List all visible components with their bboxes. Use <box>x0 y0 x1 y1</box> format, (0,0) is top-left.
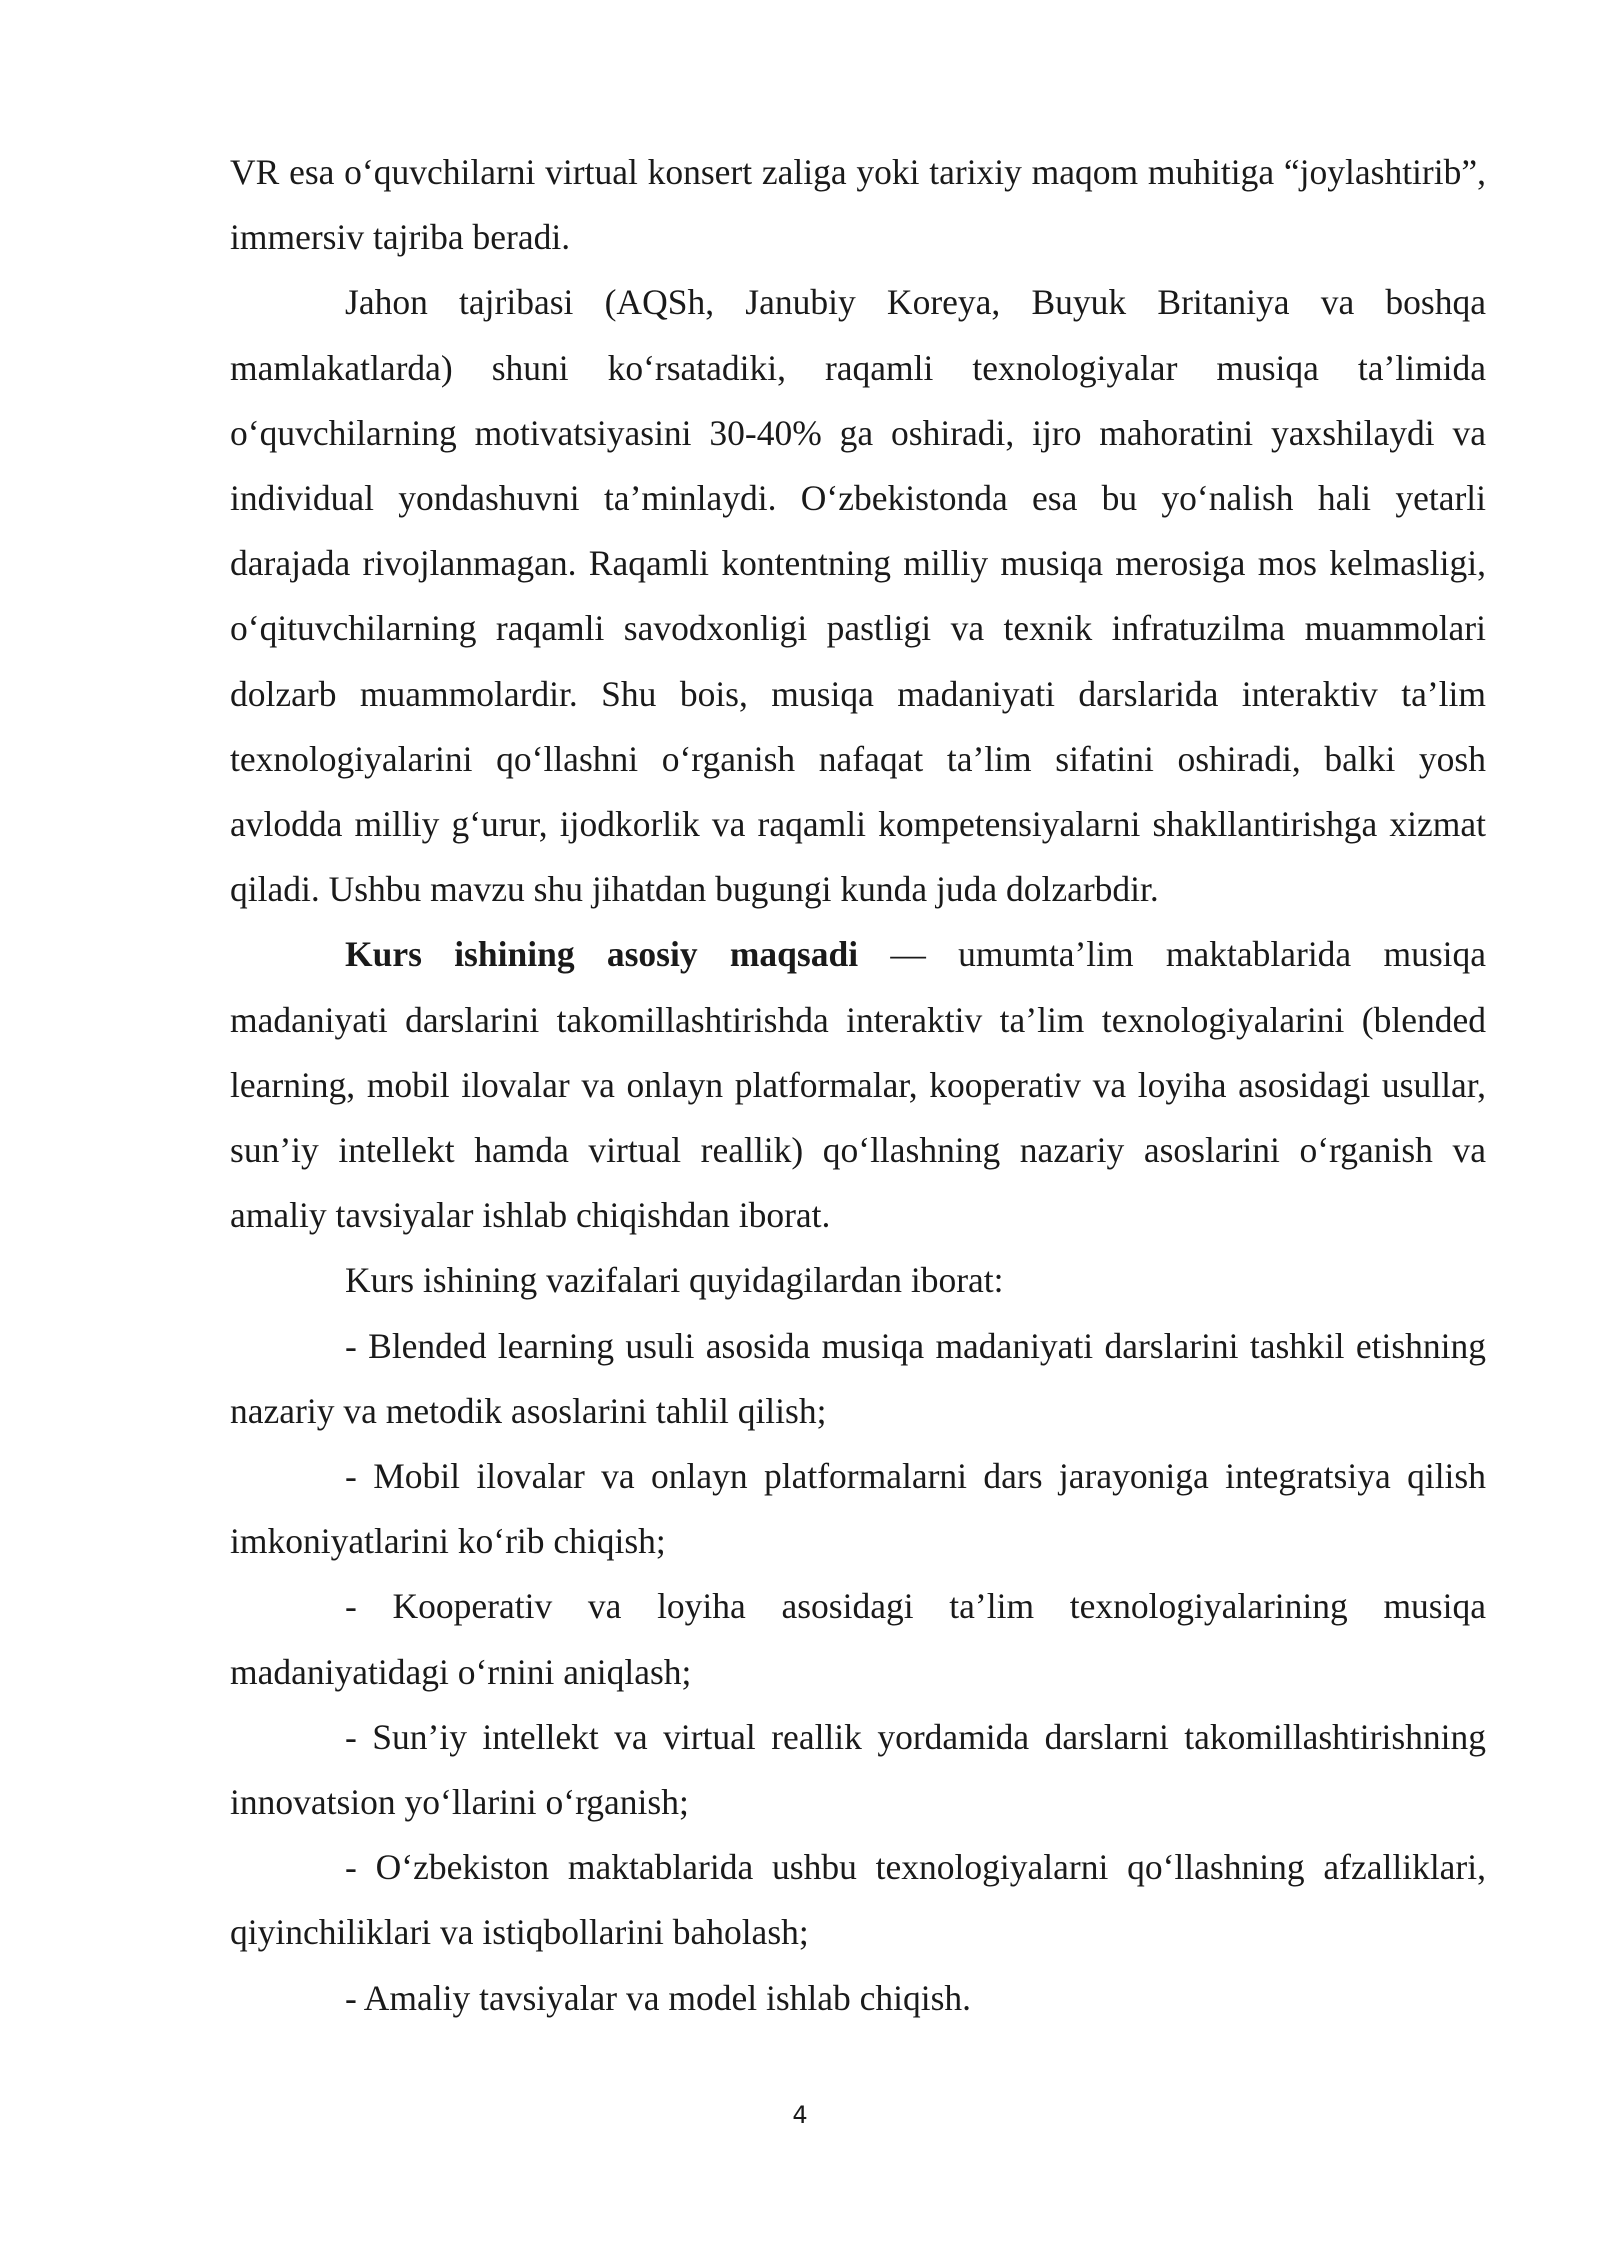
task-item-1: - Blended learning usuli asosida musiqa madaniyati darslarini tashkil etishning nazariy va metodik asoslarini tahlil qilish; <box>230 1325 1486 1431</box>
main-goal-text: — umumta’lim maktablarida musiqa madaniyati darslarini takomillashtirishda interaktiv ta’lim texnologiyalarini (blended learning, mobil ilovalar va onlayn platformalar, kooperativ va loyiha asosidagi usullar, sun’iy intellekt hamda virtual reallik) qo‘llashning nazariy asoslarini o‘rganish va amaliy tavsiyalar ishlab chiqishdan iborat. <box>230 934 1487 1236</box>
paragraph-main-goal <box>230 922 1486 1248</box>
main-goal-heading: Kurs ishining asosiy maqsadi <box>345 934 859 975</box>
task-item-6: - Amaliy tavsiyalar va model ishlab chiqish. <box>345 1977 972 2018</box>
page-body <box>230 140 1486 2031</box>
task-item-2: - Mobil ilovalar va onlayn platformalarni dars jarayoniga integratsiya qilish imkoniyatlarini ko‘rib chiqish; <box>230 1456 1486 1562</box>
paragraph-tasks-intro: Kurs ishining vazifalari quyidagilardan iborat: <box>345 1260 1004 1301</box>
task-item-5: - O‘zbekiston maktablarida ushbu texnologiyalarni qo‘llashning afzalliklari, qiyinchiliklari va istiqbollarini baholash; <box>230 1847 1486 1953</box>
page-number: 4 <box>792 2101 808 2129</box>
paragraph-vr: VR esa o‘quvchilarni virtual konsert zaliga yoki tarixiy maqom muhitiga “joylashtirib”, immersiv tajriba beradi. <box>230 152 1486 258</box>
paragraph-world-experience: Jahon tajribasi (AQSh, Janubiy Koreya, Buyuk Britaniya va boshqa mamlakatlarda) shuni ko‘rsatadiki, raqamli texnologiyalar musiqa ta’limida o‘quvchilarning motivatsiyasini 30-40% ga oshiradi, ijro mahoratini yaxshilaydi va individual yondashuvni ta’minlaydi. O‘zbekistonda esa bu yo‘nalish hali yetarli darajada rivojlanmagan. Raqamli kontentning milliy musiqa merosiga mos kelmasligi, o‘qituvchilarning raqamli savodxonligi pastligi va texnik infratuzilma muammolari dolzarb muammolardir. Shu bois, musiqa madaniyati darslarida interaktiv ta’lim texnologiyalarini qo‘llashni o‘rganish nafaqat ta’lim sifatini oshiradi, balki yosh avlodda milliy g‘urur, ijodkorlik va raqamli kompetensiyalarni shakllantirishga xizmat qiladi. Ushbu mavzu shu jihatdan bugungi kunda juda dolzarbdir. <box>230 282 1486 910</box>
task-item-4: - Sun’iy intellekt va virtual reallik yordamida darslarni takomillashtirishning innovatsion yo‘llarini o‘rganish; <box>230 1716 1486 1823</box>
task-item-3: - Kooperativ va loyiha asosidagi ta’lim texnologiyalarining musiqa madaniyatidagi o‘rnini aniqlash; <box>230 1586 1486 1692</box>
